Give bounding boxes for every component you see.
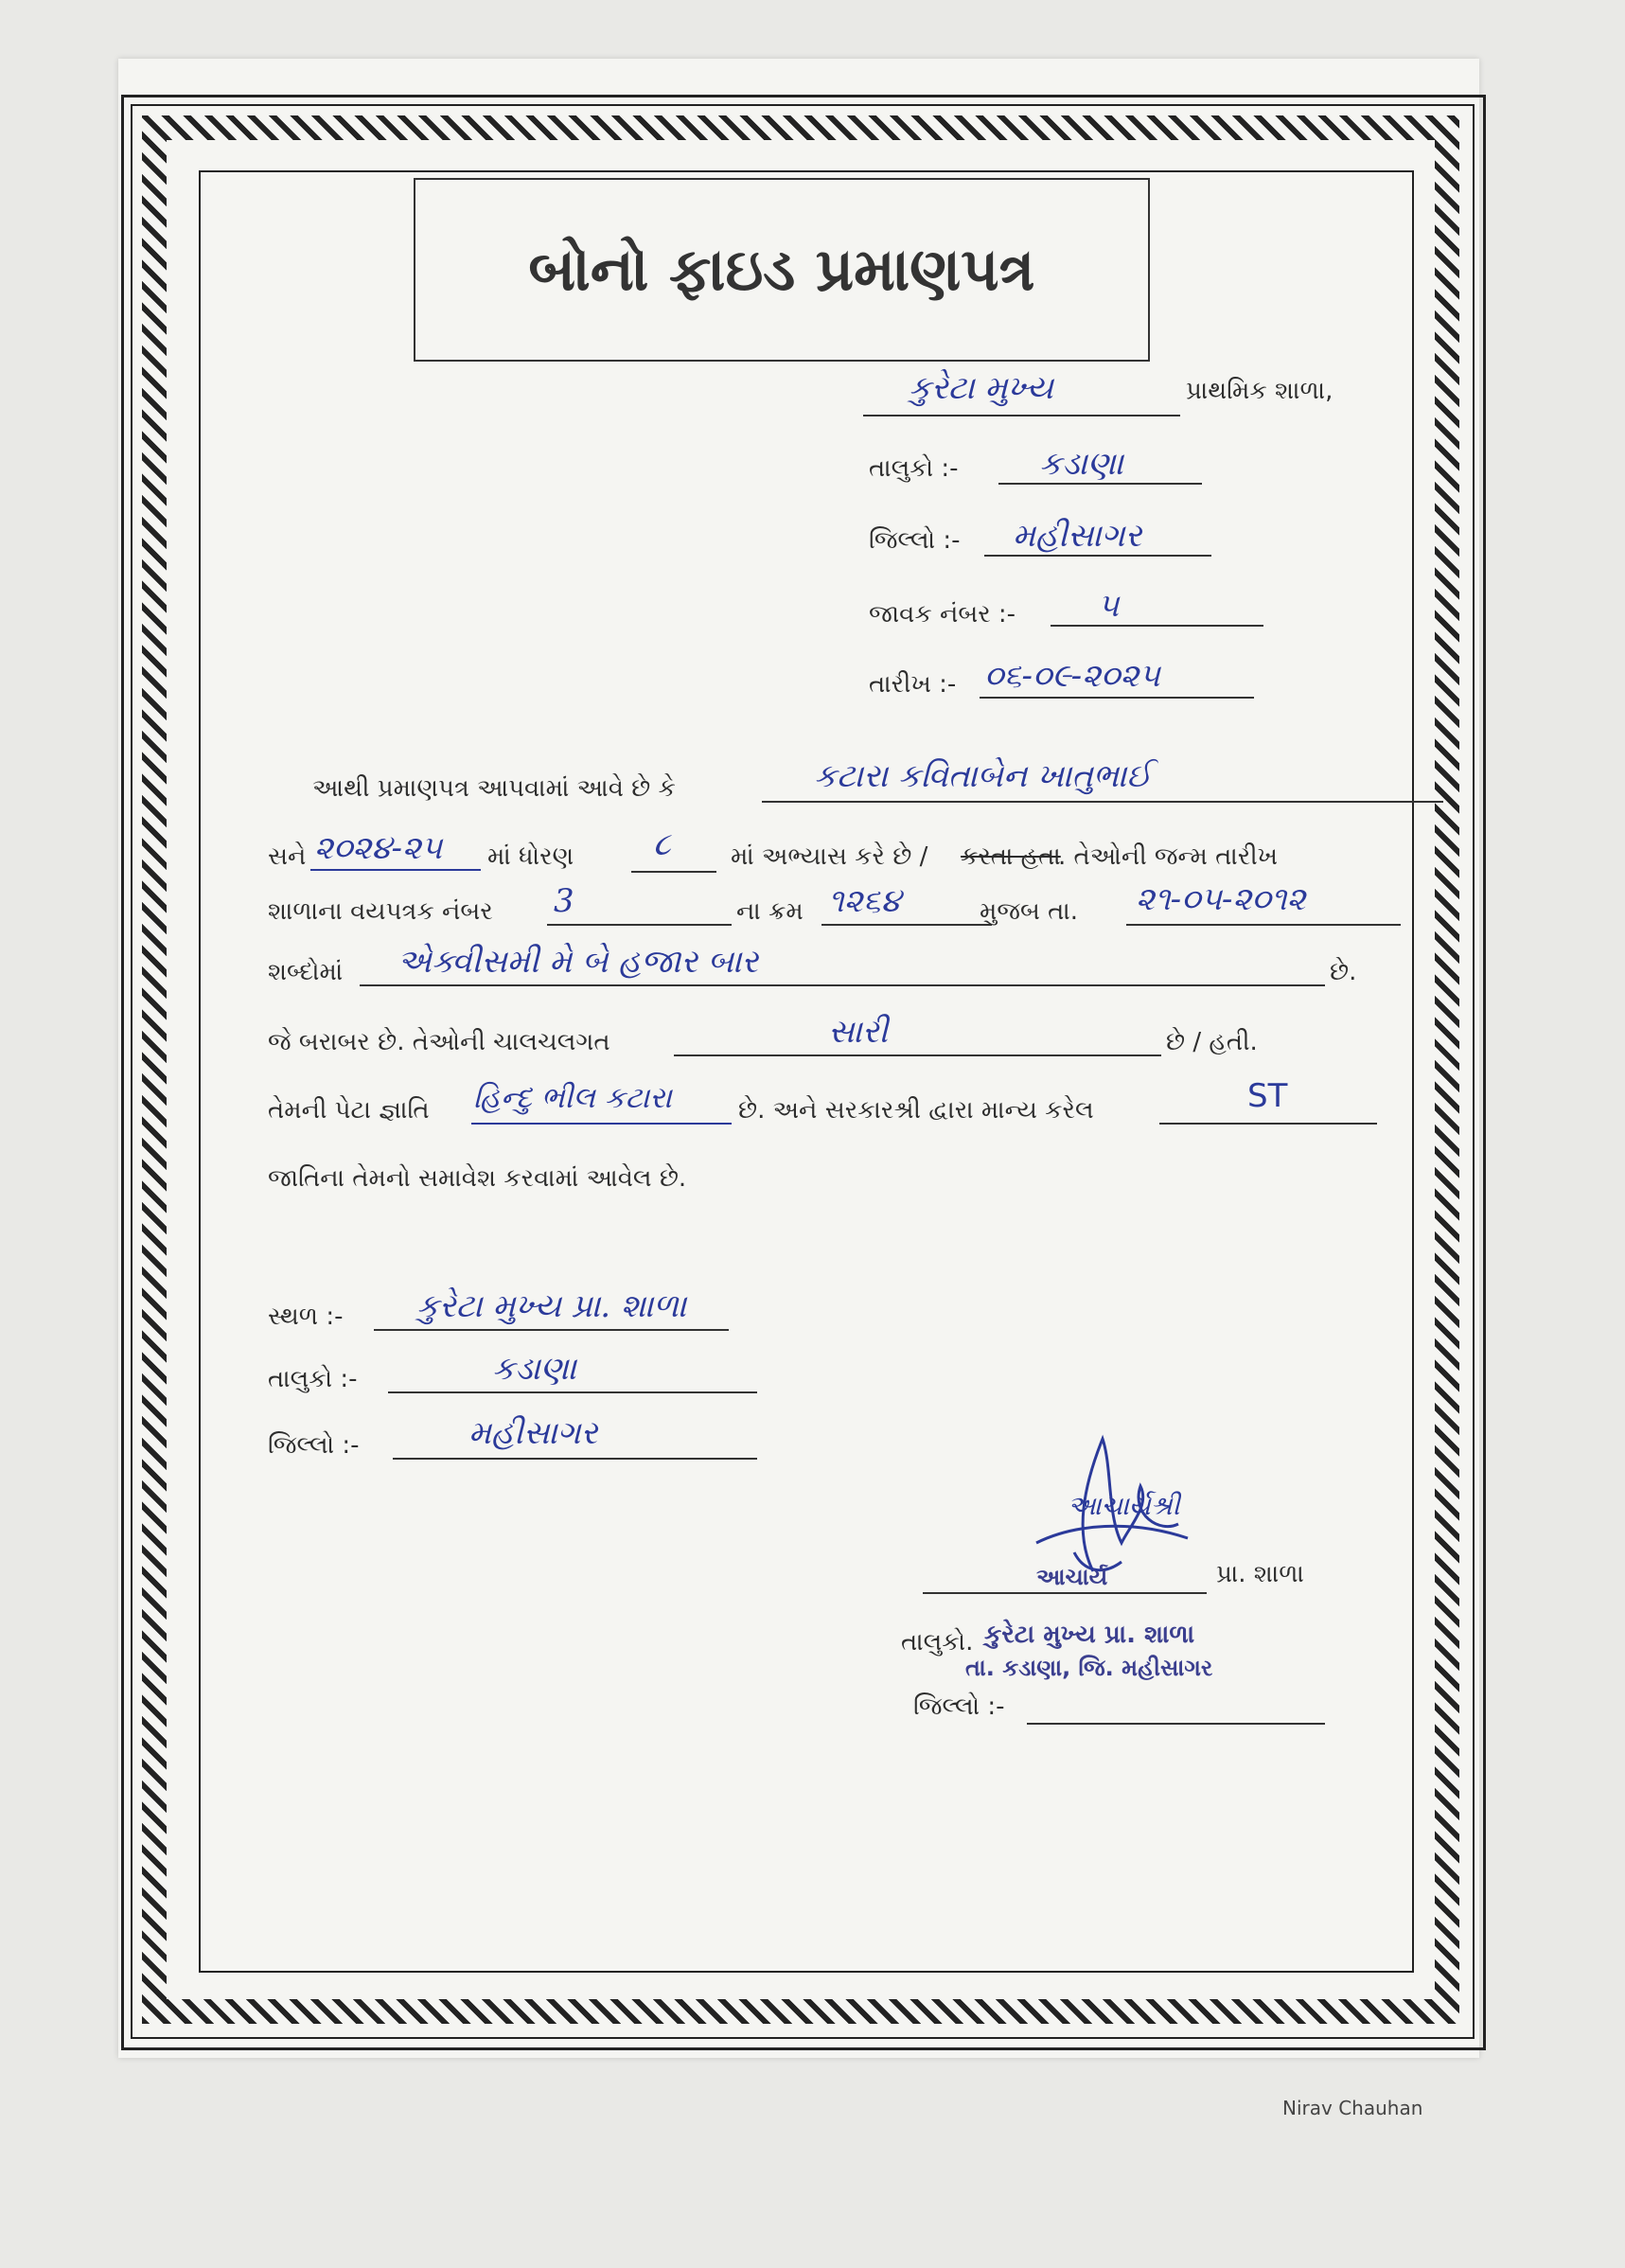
taluka-label: તાલુકો :- [869, 454, 959, 483]
year-underline [310, 869, 481, 871]
words-handwritten: એક્વીસમી મે બે હજાર બાર [397, 943, 758, 981]
stamp-title: આચાર્ય [1036, 1564, 1108, 1590]
footer-taluka-underline [388, 1391, 757, 1393]
dob-text: . તેઓની જન્મ તારીખ [1058, 842, 1279, 871]
std-handwritten: ૮ [653, 825, 671, 863]
subcaste-underline [471, 1123, 732, 1125]
dob-handwritten: ૨૧-૦૫-૨૦૧૨ [1136, 880, 1306, 918]
signature-district-label: જિલ્લો :- [913, 1692, 1005, 1721]
conduct-prefix: જે બરાબર છે. તેઓની ચાલચલગત [268, 1028, 610, 1056]
serial-underline [821, 924, 992, 926]
school-name-handwritten: કુરેટા મુખ્ય [909, 369, 1053, 407]
place-handwritten: કુરેટા મુખ્ય પ્રા. શાળા [416, 1287, 687, 1325]
outward-number-handwritten: ૫ [1098, 587, 1120, 625]
district-underline [984, 555, 1211, 557]
year-handwritten: ૨૦૨૪-૨૫ [314, 829, 443, 867]
footer-district-underline [393, 1458, 757, 1460]
std-label: માં ધોરણ [487, 842, 574, 871]
category-underline [1159, 1123, 1377, 1125]
conduct-underline [674, 1054, 1161, 1056]
words-suffix: છે. [1330, 958, 1357, 986]
footer-taluka-handwritten: કડાણા [492, 1350, 576, 1388]
study-struck-text: કરતા હતા [961, 842, 1061, 871]
place-label: સ્થળ :- [268, 1302, 344, 1331]
words-label: શબ્દોમાં [268, 958, 344, 986]
register-label: શાળાના વયપત્રક નંબર [268, 897, 493, 926]
signature-school-suffix: પ્રા. શાળા [1216, 1560, 1304, 1588]
conduct-suffix: છે / હતી. [1166, 1028, 1258, 1056]
signature-taluka-label: તાલુકો. [901, 1628, 974, 1657]
footer-district-label: જિલ્લો :- [268, 1431, 360, 1460]
words-underline [360, 984, 1325, 986]
school-stamp-line-2: તા. કડાણા, જિ. મહીસાગર [965, 1655, 1213, 1681]
school-stamp-line-1: કુરેટા મુખ્ય પ્રા. શાળા [984, 1621, 1195, 1649]
photo-credit: Nirav Chauhan [1282, 2097, 1423, 2119]
footer-taluka-label: તાલુકો :- [268, 1365, 358, 1393]
serial-label: ના ક્રમ [736, 897, 804, 926]
district-handwritten: મહીસાગર [1013, 517, 1142, 555]
date-handwritten: ૦૬-૦૯-૨૦૨૫ [984, 657, 1160, 695]
subcaste-handwritten: હિન્દુ ભીલ કટારા [473, 1081, 672, 1115]
study-text: માં અભ્યાસ કરે છે / [731, 842, 928, 871]
conduct-handwritten: સારી [828, 1013, 889, 1051]
year-prefix: સને [268, 842, 307, 871]
caste-prefix: તેમની પેટા જ્ઞાતિ [268, 1096, 430, 1125]
taluka-handwritten: કડાણા [1039, 445, 1123, 483]
intro-text: આથી પ્રમાણપત્ર આપવામાં આવે છે કે [312, 774, 676, 803]
student-name-underline [762, 801, 1443, 803]
signature-underline [923, 1592, 1207, 1594]
footer-district-handwritten: મહીસાગર [468, 1414, 598, 1452]
school-suffix: પ્રાથમિક શાળા, [1186, 377, 1334, 405]
place-underline [374, 1329, 729, 1331]
register-underline [547, 924, 732, 926]
student-name-handwritten: કટારા કવિતાબેન ખાતુભાઈ [814, 757, 1152, 795]
std-underline [631, 871, 716, 873]
date-underline [980, 697, 1254, 699]
title-box [414, 178, 1150, 362]
principal-handwritten: આચાર્યશ્રી [1068, 1490, 1180, 1521]
category-handwritten: ST [1247, 1077, 1288, 1115]
dob-underline [1126, 924, 1401, 926]
register-handwritten: 3 [554, 882, 574, 920]
serial-handwritten: ૧૨૬૪ [828, 882, 901, 920]
certificate-title: બોનો ફાઇડ પ્રમાણપત્ર [528, 235, 1035, 304]
date-label: તારીખ :- [869, 670, 957, 699]
dob-label: મુજબ તા. [980, 897, 1078, 926]
school-name-underline [863, 415, 1180, 416]
outward-number-underline [1051, 625, 1263, 627]
taluka-underline [998, 483, 1202, 485]
caste-mid-text: છે. અને સરકારશ્રી દ્વારા માન્ય કરેલ [738, 1096, 1094, 1125]
caste-end-text: જાતિના તેમનો સમાવેશ કરવામાં આવેલ છે. [268, 1164, 687, 1193]
district-label: જિલ્લો :- [869, 526, 961, 555]
signature-district-underline [1027, 1723, 1325, 1725]
outward-number-label: જાવક નંબર :- [869, 600, 1016, 629]
decorative-border-innermost [199, 170, 1414, 1973]
